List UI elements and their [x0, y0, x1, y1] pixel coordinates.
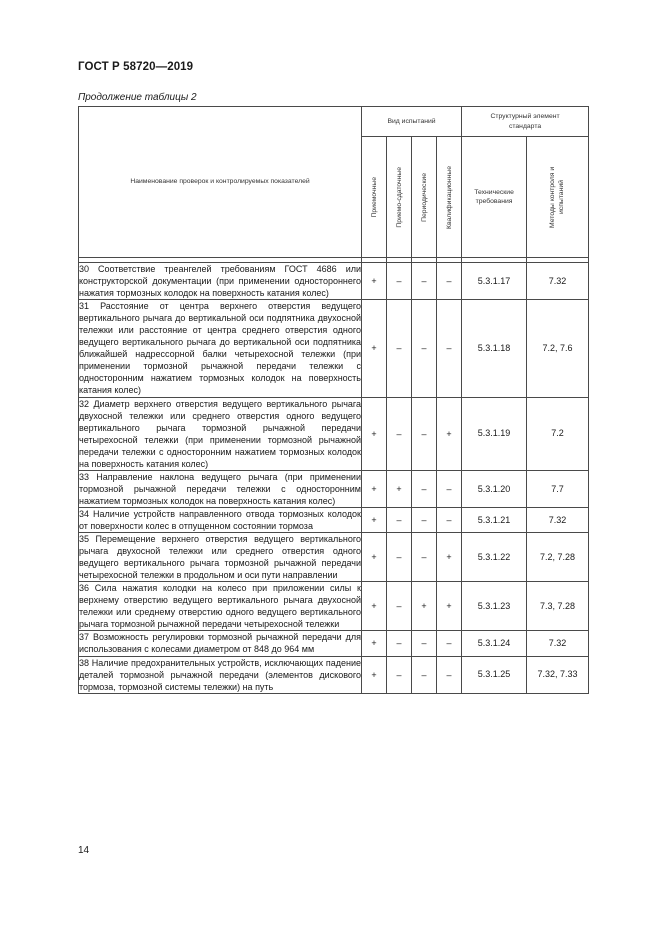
row-name: 38 Наличие предохранительных устройств, исключающих падение деталей тормозной рычажной передачи (элементов дискового тормоза, тормозной системы тележки) на путь — [79, 657, 361, 692]
row-periodic-mark: – — [412, 263, 437, 300]
row-methods: 7.32, 7.33 — [527, 656, 589, 693]
table-row — [79, 300, 589, 397]
row-handover-mark: – — [387, 582, 412, 631]
row-tech-req: 5.3.1.17 — [462, 263, 527, 300]
row-name: 37 Возможность регулировки тормозной рычажной передачи для использования с колесами диаметром от 848 до 964 мм — [79, 632, 361, 655]
table-row — [79, 397, 589, 470]
header-acceptance: Приемочные — [362, 137, 387, 258]
row-handover-mark: – — [387, 300, 412, 397]
row-qualification-mark: + — [437, 533, 462, 582]
table-row — [79, 263, 589, 300]
row-name: 32 Диаметр верхнего отверстия ведущего вертикального рычага двухосной тележки или среднего отверстия одного ведущего вертикального рычага тормозной рычажной передачи четырехосной тележки (при применении тормозной рычажной передачи тележки с односторонним нажатием тормозных колодок на поверхность катания колес) — [79, 398, 361, 469]
row-name: 34 Наличие устройств направленного отвода тормозных колодок от поверхности колес в отпущенном состоянии тормоза — [79, 508, 361, 531]
row-handover-mark: – — [387, 397, 412, 470]
row-tech-req: 5.3.1.19 — [462, 397, 527, 470]
row-periodic-mark: – — [412, 507, 437, 532]
header-qualification: Квалификационные — [437, 137, 462, 258]
table-row — [79, 631, 589, 656]
row-tech-req: 5.3.1.25 — [462, 656, 527, 693]
row-name: 31 Расстояние от центра верхнего отверстия ведущего вертикального рычага до вертикальной оси подпятника двухосной тележки или расстояние от центра среднего отверстия одного ведущего вертикального рычага до вертикальной оси подпятника ближайшей надрессорной балки четырехосной тележки (при применении тормозной рычажной передачи тележки с односторонним нажатием тормозных колодок на поверхность катания колес) — [79, 301, 361, 396]
row-acceptance-mark: + — [362, 397, 387, 470]
table-row — [79, 533, 589, 582]
row-name: 36 Сила нажатия колодки на колесо при приложении силы к верхнему отверстию ведущего вертикального рычага двухосной тележки или среднему отверстию одного ведущего вертикального рычага тормозной рычажной передачи четырехосной тележки — [79, 583, 361, 630]
document-title: ГОСТ Р 58720—2019 — [78, 61, 194, 73]
row-acceptance-mark: + — [362, 656, 387, 693]
row-acceptance-mark: + — [362, 470, 387, 507]
row-methods: 7.3, 7.28 — [527, 582, 589, 631]
header-tech-req: Технические требования — [462, 137, 527, 258]
row-qualification-mark: – — [437, 507, 462, 532]
row-acceptance-mark: + — [362, 533, 387, 582]
row-handover-mark: – — [387, 656, 412, 693]
header-methods: Методы контроля и испытаний — [527, 137, 589, 258]
row-methods: 7.32 — [527, 507, 589, 532]
row-acceptance-mark: + — [362, 582, 387, 631]
row-handover-mark: – — [387, 631, 412, 656]
row-qualification-mark: + — [437, 582, 462, 631]
row-periodic-mark: – — [412, 397, 437, 470]
row-periodic-mark: – — [412, 533, 437, 582]
row-tech-req: 5.3.1.24 — [462, 631, 527, 656]
table-row — [79, 507, 589, 532]
header-name — [79, 107, 362, 258]
row-periodic-mark: – — [412, 656, 437, 693]
row-periodic-mark: – — [412, 300, 437, 397]
row-periodic-mark: – — [412, 631, 437, 656]
table-row — [79, 582, 589, 631]
row-handover-mark: – — [387, 533, 412, 582]
row-handover-mark: – — [387, 263, 412, 300]
row-qualification-mark: + — [437, 397, 462, 470]
row-name: 30 Соответствие треангелей требованиям ГОСТ 4686 или конструкторской документации (при применении одностороннего нажатия тормозных колодок на поверхность катания колес) — [79, 264, 361, 299]
row-tech-req: 5.3.1.23 — [462, 582, 527, 631]
row-acceptance-mark: + — [362, 263, 387, 300]
row-tech-req: 5.3.1.18 — [462, 300, 527, 397]
row-tech-req: 5.3.1.21 — [462, 507, 527, 532]
row-qualification-mark: – — [437, 470, 462, 507]
row-methods: 7.2 — [527, 397, 589, 470]
header-periodic: Периодические — [412, 137, 437, 258]
row-methods: 7.32 — [527, 263, 589, 300]
row-periodic-mark: – — [412, 470, 437, 507]
table-row — [79, 470, 589, 507]
row-methods: 7.2, 7.6 — [527, 300, 589, 397]
row-acceptance-mark: + — [362, 300, 387, 397]
row-methods: 7.2, 7.28 — [527, 533, 589, 582]
table-caption: Продолжение таблицы 2 — [78, 92, 197, 103]
header-name-text: Наименование проверок и контролируемых показателей — [130, 178, 310, 186]
row-tech-req: 5.3.1.22 — [462, 533, 527, 582]
row-methods: 7.7 — [527, 470, 589, 507]
row-qualification-mark: – — [437, 656, 462, 693]
row-periodic-mark: + — [412, 582, 437, 631]
row-handover-mark: + — [387, 470, 412, 507]
row-qualification-mark: – — [437, 263, 462, 300]
row-tech-req: 5.3.1.20 — [462, 470, 527, 507]
header-handover: Приемо-сдаточные — [387, 137, 412, 258]
header-test-type: Вид испытаний — [362, 107, 462, 137]
row-qualification-mark: – — [437, 631, 462, 656]
page-number: 14 — [78, 845, 90, 856]
row-methods: 7.32 — [527, 631, 589, 656]
requirements-table — [78, 106, 589, 694]
table-body — [79, 263, 589, 694]
row-handover-mark: – — [387, 507, 412, 532]
row-acceptance-mark: + — [362, 631, 387, 656]
row-acceptance-mark: + — [362, 507, 387, 532]
row-qualification-mark: – — [437, 300, 462, 397]
row-name: 35 Перемещение верхнего отверстия ведущего вертикального рычага двухосной тележки или среднего отверстия одного ведущего вертикального рычага тормозной рычажной передачи четырехосной тележки в продольном и оси пути направлении — [79, 534, 361, 581]
table-row — [79, 656, 589, 693]
row-name: 33 Направление наклона ведущего рычага (при применении тормозной рычажной передачи тележки с односторонним нажатием тормозных колодок на поверхность катания колес) — [79, 471, 361, 506]
header-structural: Структурный элемент стандарта — [462, 107, 589, 137]
